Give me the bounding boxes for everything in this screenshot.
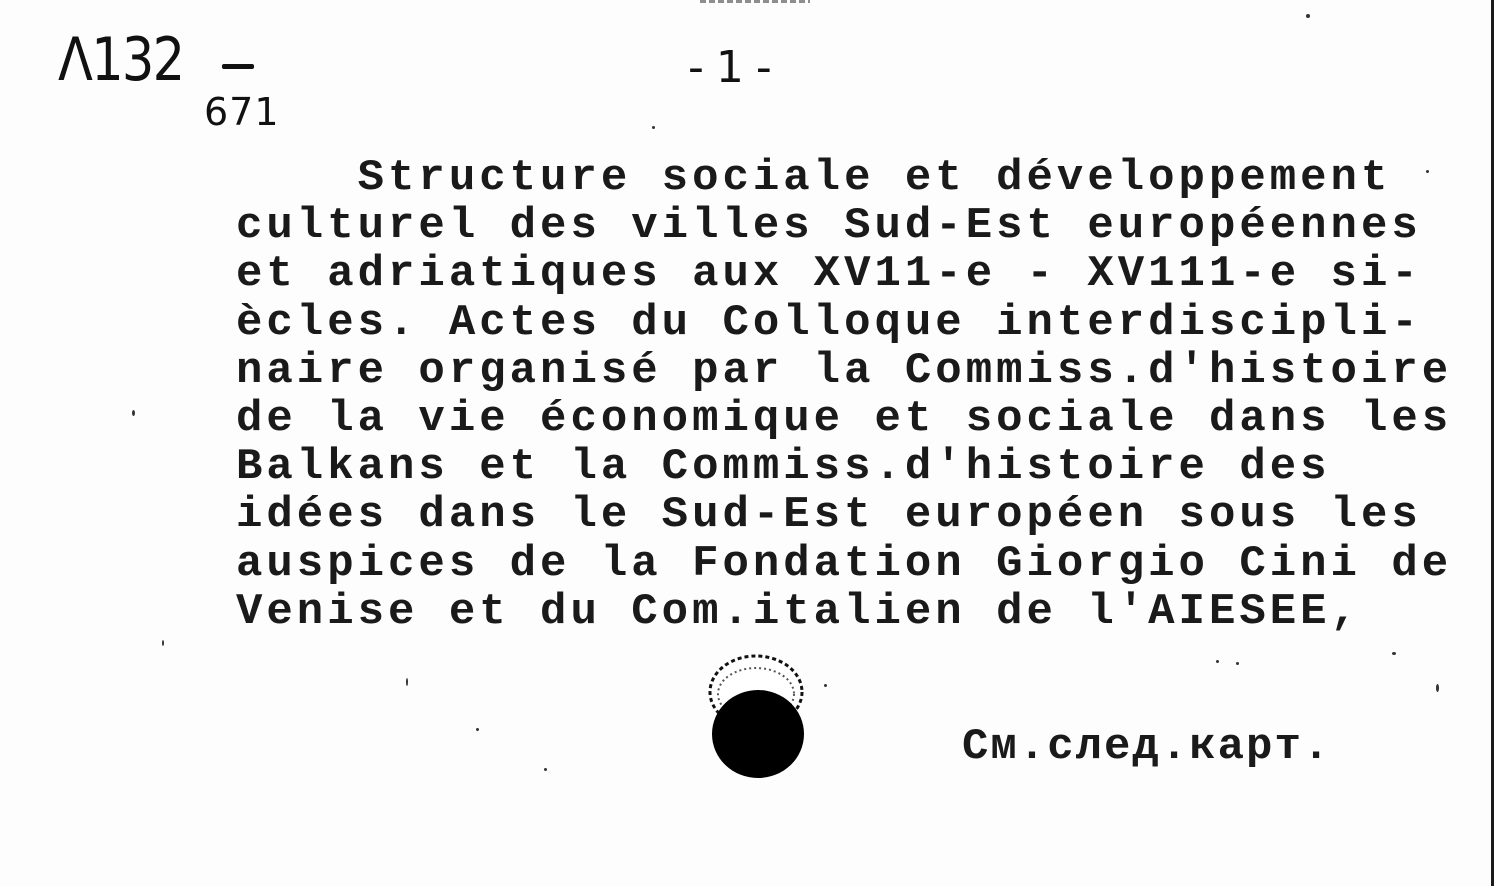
scan-speck xyxy=(652,126,655,129)
entry-line: idées dans le Sud-Est européen sous les xyxy=(236,490,1422,541)
punch-hole xyxy=(708,652,804,786)
entry-line: Structure sociale et développement xyxy=(236,153,1392,203)
scan-speck xyxy=(824,684,827,687)
scan-speck xyxy=(1392,652,1396,655)
continuation-note: См.след.карт. xyxy=(962,722,1332,772)
entry-line: de la vie économique et sociale dans les xyxy=(236,393,1453,444)
scan-speck xyxy=(1216,660,1219,663)
entry-line: Balkans et la Commiss.d'histoire des xyxy=(236,442,1331,493)
entry-line: naire organisé par la Commiss.d'histoire xyxy=(236,345,1453,396)
scan-speck xyxy=(132,410,135,416)
scan-speck xyxy=(1426,170,1429,173)
shelf-mark-dash xyxy=(222,64,254,69)
page-number: -1- xyxy=(688,42,784,93)
shelf-mark-subnumber: 671 xyxy=(204,90,280,134)
scan-speck xyxy=(544,768,547,771)
shelf-mark: Λ132 xyxy=(58,25,184,95)
scan-speck xyxy=(406,678,408,686)
entry-line: auspices de la Fondation Giorgio Cini de xyxy=(236,538,1453,589)
entry-line: ècles. Actes du Colloque interdiscipli- xyxy=(236,297,1422,348)
scan-speck xyxy=(1436,684,1439,692)
scan-speck xyxy=(476,728,479,731)
entry-line: et adriatiques aux XV11-e - XV111-e si- xyxy=(236,249,1422,300)
scan-top-mark xyxy=(700,0,810,3)
bibliographic-entry xyxy=(236,154,1476,636)
scan-speck xyxy=(1306,14,1310,18)
entry-line: Venise et du Com.italien de l'AIESEE, xyxy=(236,586,1361,637)
scan-speck xyxy=(1236,662,1239,665)
scan-speck xyxy=(162,640,164,646)
entry-line: culturel des villes Sud-Est européennes xyxy=(236,201,1422,252)
